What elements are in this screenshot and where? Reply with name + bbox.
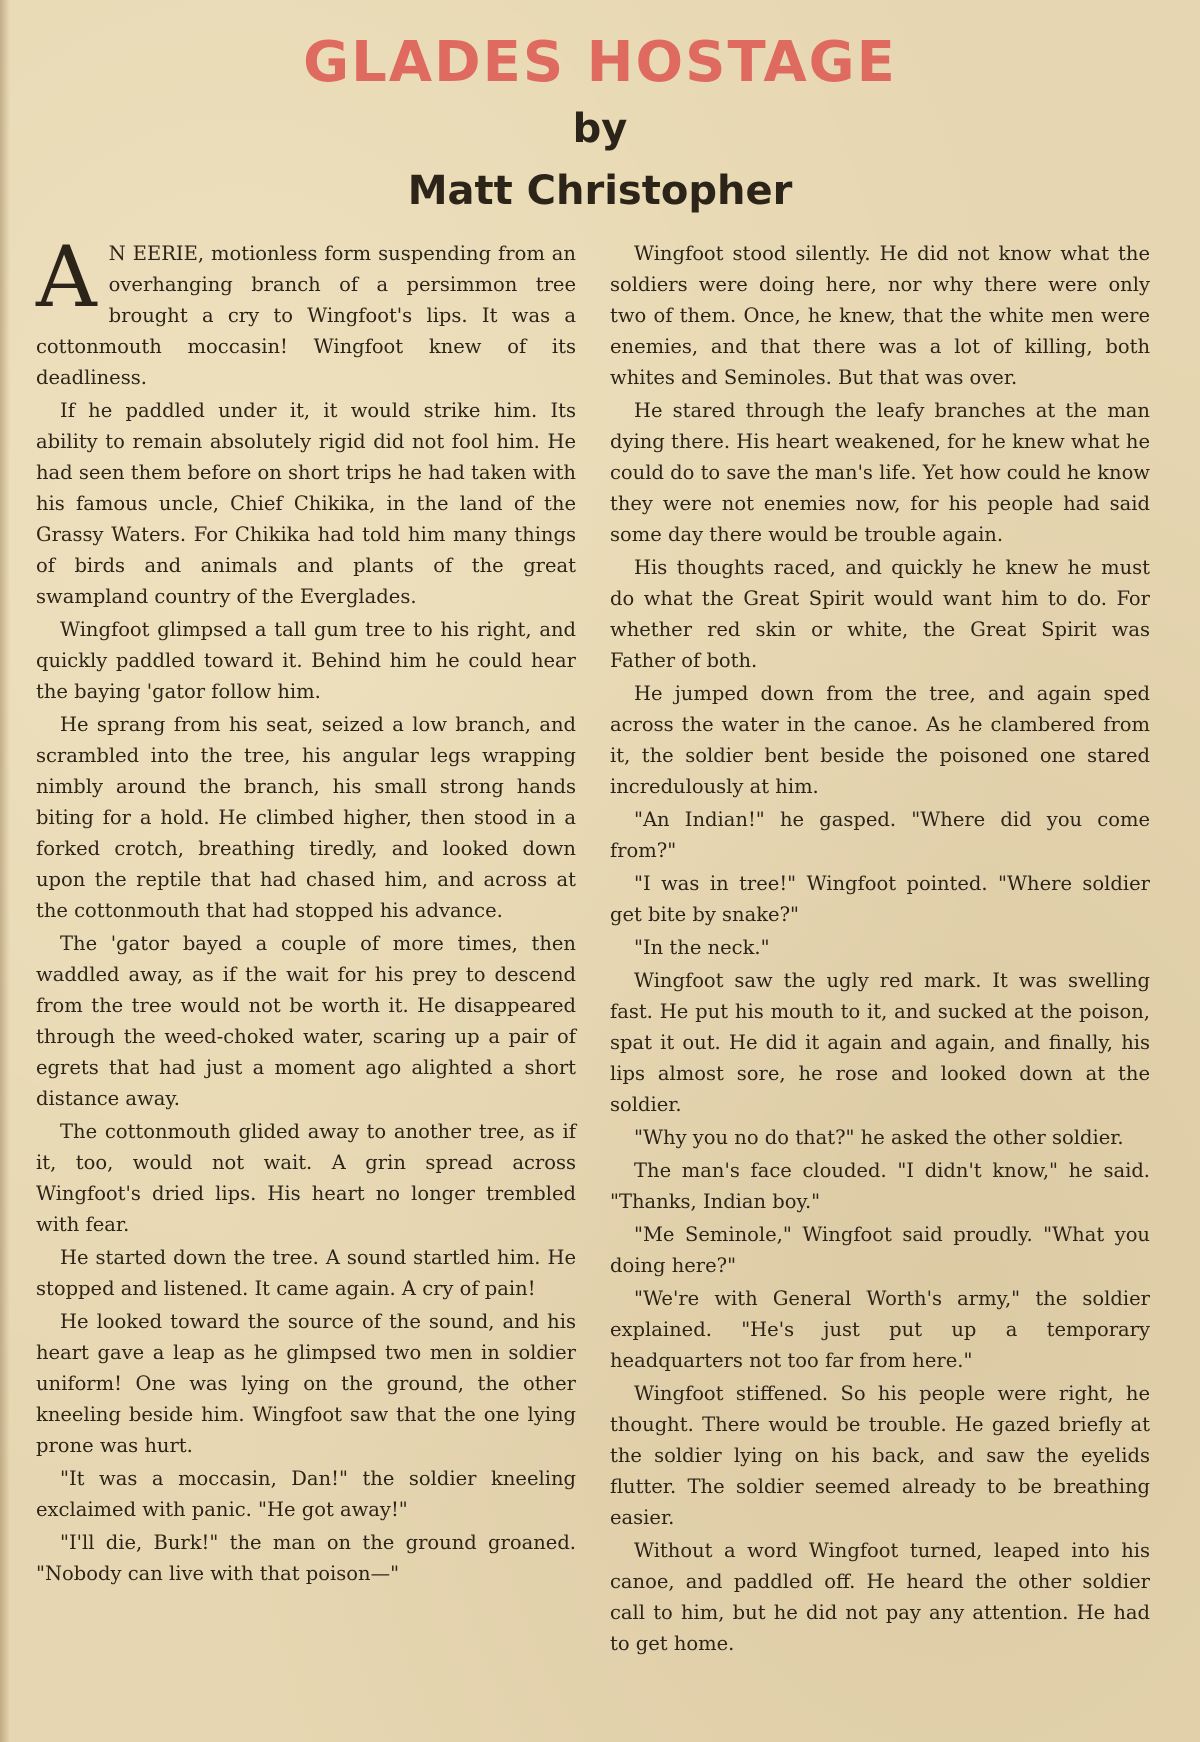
paragraph: "An Indian!" he gasped. "Where did you come from?" (610, 808, 1150, 862)
paragraph: Without a word Wingfoot turned, leaped into his canoe, and paddled off. He heard the other soldier call to him, but he did not pay any attention. He had to get home. (610, 1539, 1150, 1655)
paragraph: He stared through the leafy branches at the man dying there. His heart weakened, for he knew what he could do to save the man's life. Yet how could he know they were not enemies now, for his people had said some day there would be trouble again. (610, 399, 1150, 546)
paragraph: "I'll die, Burk!" the man on the ground groaned. "Nobody can live with that poison—" (36, 1531, 576, 1585)
page-edge-shadow (0, 0, 10, 1742)
paragraph: "Why you no do that?" he asked the other soldier. (634, 1126, 1124, 1149)
paragraph: Wingfoot stiffened. So his people were right, he thought. There would be trouble. He gazed briefly at the soldier lying on his back, and saw the eyelids flutter. The soldier seemed already to be breathing easier. (610, 1382, 1150, 1529)
paragraph: "We're with General Worth's army," the soldier explained. "He's just put up a temporary headquarters not too far from here." (610, 1287, 1150, 1372)
paragraph: He started down the tree. A sound startled him. He stopped and listened. It came again. A cry of pain! (36, 1246, 576, 1300)
paragraph: He sprang from his seat, seized a low branch, and scrambled into the tree, his angular legs wrapping nimbly around the branch, his small strong hands biting for a hold. He climbed higher, then stood in a forked crotch, breathing tiredly, and looked down upon the reptile that had chased him, and across at the cottonmouth that had stopped his advance. (36, 713, 576, 922)
byline-by: by (572, 106, 628, 152)
paragraph: "It was a moccasin, Dan!" the soldier kneeling exclaimed with panic. "He got away!" (36, 1467, 576, 1521)
paragraph: The man's face clouded. "I didn't know," he said. "Thanks, Indian boy." (610, 1159, 1150, 1213)
paragraph: "I was in tree!" Wingfoot pointed. "Where soldier get bite by snake?" (610, 872, 1150, 926)
paragraph: "In the neck." (634, 936, 770, 959)
story-title: GLADES HOSTAGE (303, 30, 897, 95)
paragraph-text: N EERIE, motionless form suspending from an overhanging branch of a persimmon tree brought a cry to Wingfoot's lips. It was a cottonmouth moccasin! Wingfoot knew of its deadliness. (36, 242, 576, 389)
paragraph: Wingfoot saw the ugly red mark. It was swelling fast. He put his mouth to it, and sucked at the poison, spat it out. He did it again and again, and finally, his lips almost sore, he rose and looked down at the soldier. (610, 969, 1150, 1116)
paragraph: He looked toward the source of the sound, and his heart gave a leap as he glimpsed two men in soldier uniform! One was lying on the ground, the other kneeling beside him. Wingfoot saw that the one lying prone was hurt. (36, 1310, 576, 1457)
paragraph: He jumped down from the tree, and again sped across the water in the canoe. As he clambered from it, the soldier bent beside the poisoned one stared incredulously at him. (610, 682, 1150, 798)
paragraph: If he paddled under it, it would strike him. Its ability to remain absolutely rigid did not fool him. He had seen them before on short trips he had taken with his famous uncle, Chief Chikika, in the land of the Grassy Waters. For Chikika had told him many things of birds and animals and plants of the great swampland country of the Everglades. (36, 399, 576, 608)
paragraph (36, 228, 576, 393)
paragraph: The cottonmouth glided away to another tree, as if it, too, would not wait. A grin spread across Wingfoot's dried lips. His heart no longer trembled with fear. (36, 1120, 576, 1236)
drop-cap: A (36, 228, 97, 326)
paragraph: Wingfoot stood silently. He did not know what the soldiers were doing here, nor why there were only two of them. Once, he knew, that the white men were enemies, and that there was a lot of killing, both whites and Seminoles. But that was over. (610, 242, 1150, 389)
paragraph: "Me Seminole," Wingfoot said proudly. "What you doing here?" (610, 1223, 1150, 1277)
right-column (610, 238, 1150, 1661)
author-name: Matt Christopher (407, 168, 793, 214)
paragraph: Wingfoot glimpsed a tall gum tree to his right, and quickly paddled toward it. Behind him he could hear the baying 'gator follow him. (36, 618, 576, 703)
paragraph: His thoughts raced, and quickly he knew he must do what the Great Spirit would want him to do. For whether red skin or white, the Great Spirit was Father of both. (610, 556, 1150, 672)
left-column (36, 228, 576, 1591)
paragraph: The 'gator bayed a couple of more times, then waddled away, as if the wait for his prey to descend from the tree would not be worth it. He disappeared through the weed-choked water, scaring up a pair of egrets that had just a moment ago alighted a short distance away. (36, 932, 576, 1110)
